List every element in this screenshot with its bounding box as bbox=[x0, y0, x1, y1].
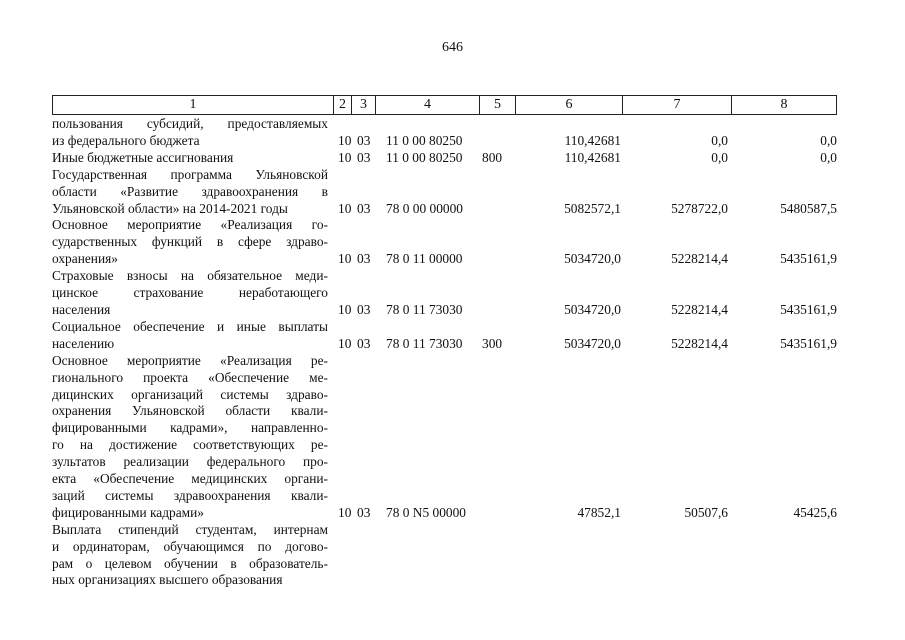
section-code: 10 bbox=[338, 504, 352, 520]
subsection-code: 03 bbox=[357, 132, 371, 148]
row-description bbox=[52, 319, 328, 353]
description-line: населения bbox=[52, 301, 111, 317]
description-line: фицированными кадрами» bbox=[52, 504, 205, 520]
amount-col-8: 45425,6 bbox=[793, 504, 837, 520]
header-col-1: 1 bbox=[52, 95, 334, 115]
table-row bbox=[52, 217, 838, 268]
table-row bbox=[52, 167, 838, 218]
amount-col-6: 47852,1 bbox=[577, 504, 621, 520]
expense-type-code: 300 bbox=[482, 335, 503, 351]
table-row bbox=[52, 522, 838, 590]
row-description bbox=[52, 353, 328, 522]
section-code: 10 bbox=[338, 149, 352, 165]
target-article-code: 78 0 N5 00000 bbox=[386, 504, 466, 520]
table-row bbox=[52, 319, 838, 353]
header-col-3: 3 bbox=[352, 95, 376, 115]
section-code: 10 bbox=[338, 200, 352, 216]
header-col-8: 8 bbox=[732, 95, 837, 115]
description-line: сударственных функций в сфере здраво- bbox=[52, 234, 328, 250]
description-line: заций системы здравоохранения квали- bbox=[52, 487, 328, 503]
subsection-code: 03 bbox=[357, 251, 371, 267]
row-description bbox=[52, 268, 328, 319]
amount-col-8: 0,0 bbox=[820, 132, 837, 148]
table-row bbox=[52, 116, 838, 150]
page-number: 646 bbox=[442, 40, 463, 55]
amount-col-8: 5435161,9 bbox=[780, 251, 837, 267]
amount-col-6: 5034720,0 bbox=[564, 301, 621, 317]
row-description bbox=[52, 167, 328, 218]
description-line: Основное мероприятие «Реализация ре- bbox=[52, 352, 328, 368]
description-line: дицинских организаций системы здраво- bbox=[52, 386, 328, 402]
header-col-4: 4 bbox=[376, 95, 480, 115]
header-col-7: 7 bbox=[623, 95, 732, 115]
amount-col-8: 5435161,9 bbox=[780, 301, 837, 317]
target-article-code: 11 0 00 80250 bbox=[386, 132, 463, 148]
description-line: Иные бюджетные ассигнования bbox=[52, 149, 234, 165]
amount-col-7: 0,0 bbox=[711, 149, 728, 165]
description-line: охранения» bbox=[52, 251, 118, 267]
subsection-code: 03 bbox=[357, 504, 371, 520]
row-description bbox=[52, 217, 328, 268]
description-line: и ординаторам, обучающимся по догово- bbox=[52, 538, 328, 554]
table-row bbox=[52, 353, 838, 522]
description-line: Государственная программа Ульяновской bbox=[52, 166, 328, 182]
description-line: екта «Обеспечение медицинских органи- bbox=[52, 471, 328, 487]
description-line: гионального проекта «Обеспечение ме- bbox=[52, 369, 328, 385]
description-line: рам о целевом обучении в образователь- bbox=[52, 555, 328, 571]
table-row bbox=[52, 150, 838, 167]
target-article-code: 78 0 11 73030 bbox=[386, 335, 463, 351]
section-code: 10 bbox=[338, 251, 352, 267]
amount-col-6: 5034720,0 bbox=[564, 251, 621, 267]
amount-col-8: 0,0 bbox=[820, 149, 837, 165]
section-code: 10 bbox=[338, 132, 352, 148]
amount-col-8: 5480587,5 bbox=[780, 200, 837, 216]
header-col-2: 2 bbox=[334, 95, 352, 115]
subsection-code: 03 bbox=[357, 200, 371, 216]
amount-col-7: 50507,6 bbox=[684, 504, 728, 520]
section-code: 10 bbox=[338, 335, 352, 351]
description-line: Ульяновской области» на 2014-2021 годы bbox=[52, 200, 288, 216]
amount-col-7: 5228214,4 bbox=[671, 301, 728, 317]
description-line: цинское страхование неработающего bbox=[52, 285, 328, 301]
row-description bbox=[52, 116, 328, 150]
description-line: области «Развитие здравоохранения в bbox=[52, 183, 328, 199]
description-line: пользования субсидий, предоставляемых bbox=[52, 116, 328, 131]
description-line: Социальное обеспечение и иные выплаты bbox=[52, 318, 328, 334]
section-code: 10 bbox=[338, 301, 352, 317]
description-line: Страховые взносы на обязательное меди- bbox=[52, 268, 328, 284]
description-line: Основное мероприятие «Реализация го- bbox=[52, 217, 328, 233]
description-line: фицированными кадрами», направленно- bbox=[52, 420, 328, 436]
target-article-code: 11 0 00 80250 bbox=[386, 149, 463, 165]
header-col-6: 6 bbox=[516, 95, 623, 115]
expense-type-code: 800 bbox=[482, 149, 503, 165]
amount-col-7: 5228214,4 bbox=[671, 335, 728, 351]
subsection-code: 03 bbox=[357, 301, 371, 317]
header-col-5: 5 bbox=[480, 95, 516, 115]
target-article-code: 78 0 11 73030 bbox=[386, 301, 463, 317]
table-body bbox=[52, 116, 838, 589]
subsection-code: 03 bbox=[357, 149, 371, 165]
amount-col-7: 0,0 bbox=[711, 132, 728, 148]
amount-col-6: 5034720,0 bbox=[564, 335, 621, 351]
description-line: го на достижение соответствующих ре- bbox=[52, 437, 328, 453]
description-line: из федерального бюджета bbox=[52, 132, 200, 148]
row-description bbox=[52, 522, 328, 590]
description-line: ных организациях высшего образования bbox=[52, 572, 283, 588]
amount-col-7: 5228214,4 bbox=[671, 251, 728, 267]
description-line: охранения Ульяновской области квали- bbox=[52, 403, 328, 419]
description-line: населению bbox=[52, 335, 115, 351]
target-article-code: 78 0 11 00000 bbox=[386, 251, 463, 267]
description-line: зультатов реализации федерального про- bbox=[52, 454, 328, 470]
subsection-code: 03 bbox=[357, 335, 371, 351]
amount-col-6: 110,42681 bbox=[564, 149, 621, 165]
amount-col-8: 5435161,9 bbox=[780, 335, 837, 351]
row-description bbox=[52, 150, 328, 167]
description-line: Выплата стипендий студентам, интернам bbox=[52, 521, 328, 537]
target-article-code: 78 0 00 00000 bbox=[386, 200, 463, 216]
amount-col-7: 5278722,0 bbox=[671, 200, 728, 216]
table-row bbox=[52, 268, 838, 319]
amount-col-6: 5082572,1 bbox=[564, 200, 621, 216]
amount-col-6: 110,42681 bbox=[564, 132, 621, 148]
